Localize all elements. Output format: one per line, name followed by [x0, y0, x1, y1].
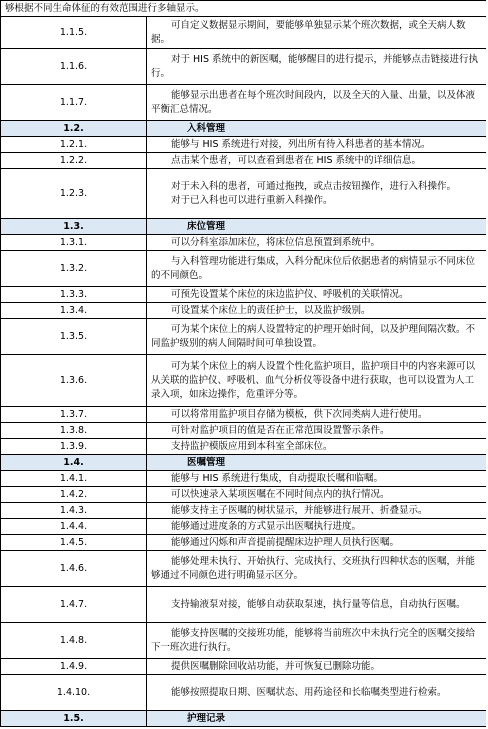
- item-description: 能够通过进度条的方式显示出医嘱执行进度。: [147, 519, 487, 535]
- item-number: 1.2.3.: [1, 169, 147, 219]
- item-description: 能够处理未执行、开始执行、完成执行、交班执行四种状态的医嘱，并能够通过不同颜色进行明确显示区分。: [147, 551, 487, 587]
- item-number: 1.4.5.: [1, 535, 147, 551]
- item-number: 1.3.9.: [1, 439, 147, 455]
- table-row: [1, 675, 487, 711]
- table-row: [1, 235, 487, 251]
- item-description: 可为某个床位上的病人设置个性化监护项目，监护项目中的内容来源可以从关联的监护仪、呼吸机、血气分析仪等设备中进行获取，也可以设置为人工录入项，如床边操作，危重评分等。: [147, 355, 487, 407]
- table-row: [1, 535, 487, 551]
- table-row: [1, 439, 487, 455]
- table-row: [1, 503, 487, 519]
- table-row: [1, 17, 487, 49]
- item-description: 能够通过闪烁和声音提前提醒床边护理人员执行医嘱。: [147, 535, 487, 551]
- item-description: 点击某个患者，可以查看到患者在 HIS 系统中的详细信息。: [147, 153, 487, 169]
- table-row: [1, 303, 487, 319]
- section-title: 护理记录: [147, 711, 487, 727]
- table-row: [1, 153, 487, 169]
- requirements-table-body: [1, 1, 487, 727]
- section-title: 床位管理: [147, 219, 487, 235]
- table-row: [1, 623, 487, 659]
- table-row: [1, 319, 487, 355]
- item-number: 1.3.6.: [1, 355, 147, 407]
- item-description: 可以快速录入某项医嘱在不同时间点内的执行情况。: [147, 487, 487, 503]
- section-row: [1, 121, 487, 137]
- item-number: 1.4.10.: [1, 675, 147, 711]
- item-description: 能够显示出患者在每个班次时间段内，以及全天的入量、出量，以及体液平衡汇总情况。: [147, 85, 487, 121]
- item-number: 1.3.: [1, 219, 147, 235]
- item-description: 可针对监护项目的值是否在正常范围设置警示条件。: [147, 423, 487, 439]
- item-number: 1.3.8.: [1, 423, 147, 439]
- section-row: [1, 219, 487, 235]
- item-number: 1.1.6.: [1, 49, 147, 85]
- table-row: [1, 355, 487, 407]
- item-number: 1.3.1.: [1, 235, 147, 251]
- item-number: 1.2.2.: [1, 153, 147, 169]
- item-number: 1.4.9.: [1, 659, 147, 675]
- table-row: [1, 1, 487, 17]
- item-description: [147, 169, 487, 219]
- item-number: 1.2.1.: [1, 137, 147, 153]
- item-number: 1.4.2.: [1, 487, 147, 503]
- table-row: [1, 251, 487, 287]
- table-row: [1, 471, 487, 487]
- item-number: 1.3.4.: [1, 303, 147, 319]
- table-row: [1, 659, 487, 675]
- item-description-continued: 够根据不同生命体征的有效范围进行多轴显示。: [1, 1, 487, 17]
- table-row: [1, 287, 487, 303]
- table-row: [1, 587, 487, 623]
- item-number: 1.1.5.: [1, 17, 147, 49]
- item-description: 支持监护模版应用到本科室全部床位。: [147, 439, 487, 455]
- item-description: 能够支持主子医嘱的树状显示，并能够进行展开、折叠显示。: [147, 503, 487, 519]
- item-number: 1.4.3.: [1, 503, 147, 519]
- item-number: 1.3.7.: [1, 407, 147, 423]
- table-row: [1, 85, 487, 121]
- item-description: 支持输液泵对接，能够自动获取泵速，执行量等信息，自动执行医嘱。: [147, 587, 487, 623]
- item-description: 能够支持医嘱的交接班功能，能够将当前班次中未执行完全的医嘱交接给下一班次进行执行。: [147, 623, 487, 659]
- item-number: 1.3.2.: [1, 251, 147, 287]
- item-description: 与入科管理功能进行集成，入科分配床位后依据患者的病情显示不同床位的不同颜色。: [147, 251, 487, 287]
- item-description: 可以分科室添加床位，将床位信息预置到系统中。: [147, 235, 487, 251]
- item-description-line: 对于已入科也可以进行重新入科操作。: [171, 194, 333, 206]
- item-number: 1.4.6.: [1, 551, 147, 587]
- item-description: 对于 HIS 系统中的新医嘱，能够醒目的进行提示，并能够点击链接进行执行。: [147, 49, 487, 85]
- item-number: 1.4.7.: [1, 587, 147, 623]
- item-description: 能够与 HIS 系统进行集成，自动提取长嘱和临嘱。: [147, 471, 487, 487]
- table-row: [1, 137, 487, 153]
- section-row: [1, 711, 487, 727]
- item-number: 1.3.3.: [1, 287, 147, 303]
- table-row: [1, 407, 487, 423]
- item-description: 提供医嘱删除回收站功能，并可恢复已删除功能。: [147, 659, 487, 675]
- item-description-line: 对于未入科的患者，可通过拖拽，或点击按钮操作，进行入科操作。: [171, 180, 457, 192]
- item-description: 可自定义数据显示期间，要能够单独显示某个班次数据，或全天病人数据。: [147, 17, 487, 49]
- item-description: 能够按照提取日期、医嘱状态、用药途径和长临嘱类型进行检索。: [147, 675, 487, 711]
- table-row: [1, 49, 487, 85]
- table-row: [1, 423, 487, 439]
- section-title: 医嘱管理: [147, 455, 487, 471]
- item-number: 1.5.: [1, 711, 147, 727]
- table-row: [1, 487, 487, 503]
- table-row: [1, 169, 487, 219]
- section-title: 入科管理: [147, 121, 487, 137]
- item-description: 可为某个床位上的病人设置特定的护理开始时间，以及护理间隔次数。不同监护级别的病人间隔时间可单独设置。: [147, 319, 487, 355]
- section-row: [1, 455, 487, 471]
- item-number: 1.3.5.: [1, 319, 147, 355]
- item-description: 能够与 HIS 系统进行对接，列出所有待入科患者的基本情况。: [147, 137, 487, 153]
- table-row: [1, 519, 487, 535]
- item-description: 可预先设置某个床位的床边监护仪、呼吸机的关联情况。: [147, 287, 487, 303]
- item-number: 1.4.: [1, 455, 147, 471]
- item-number: 1.4.4.: [1, 519, 147, 535]
- item-description: 可以将常用监护项目存储为模板，供下次同类病人进行使用。: [147, 407, 487, 423]
- item-number: 1.2.: [1, 121, 147, 137]
- table-row: [1, 551, 487, 587]
- item-number: 1.4.1.: [1, 471, 147, 487]
- item-description: 可设置某个床位上的责任护士，以及监护级别。: [147, 303, 487, 319]
- item-number: 1.4.8.: [1, 623, 147, 659]
- item-number: 1.1.7.: [1, 85, 147, 121]
